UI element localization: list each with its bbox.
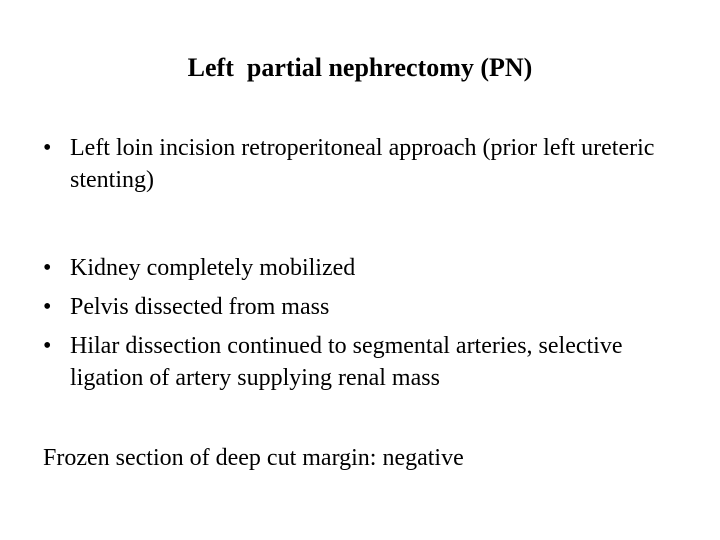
bullet-item-approach [43, 132, 683, 196]
bullet-item-pelvis [43, 291, 683, 323]
bullet-text: Kidney completely mobilized [70, 255, 356, 281]
bullet-item-kidney [43, 252, 683, 284]
bullet-icon: • [43, 294, 52, 320]
bullet-item-hilar [43, 330, 683, 394]
bullet-icon: • [43, 135, 52, 161]
bullet-list [43, 132, 683, 394]
slide-title: Left partial nephrectomy (PN) [187, 53, 533, 82]
bullet-text: Left loin incision retroperitoneal approach (prior left ureteric stenting) [70, 135, 655, 193]
frozen-section-note: Frozen section of deep cut margin: negative [43, 445, 464, 471]
bullet-icon: • [43, 333, 52, 359]
bullet-text: Pelvis dissected from mass [70, 294, 330, 320]
bullet-icon: • [43, 255, 52, 281]
bullet-text: Hilar dissection continued to segmental arteries, selective ligation of artery supplying renal mass [70, 333, 623, 391]
